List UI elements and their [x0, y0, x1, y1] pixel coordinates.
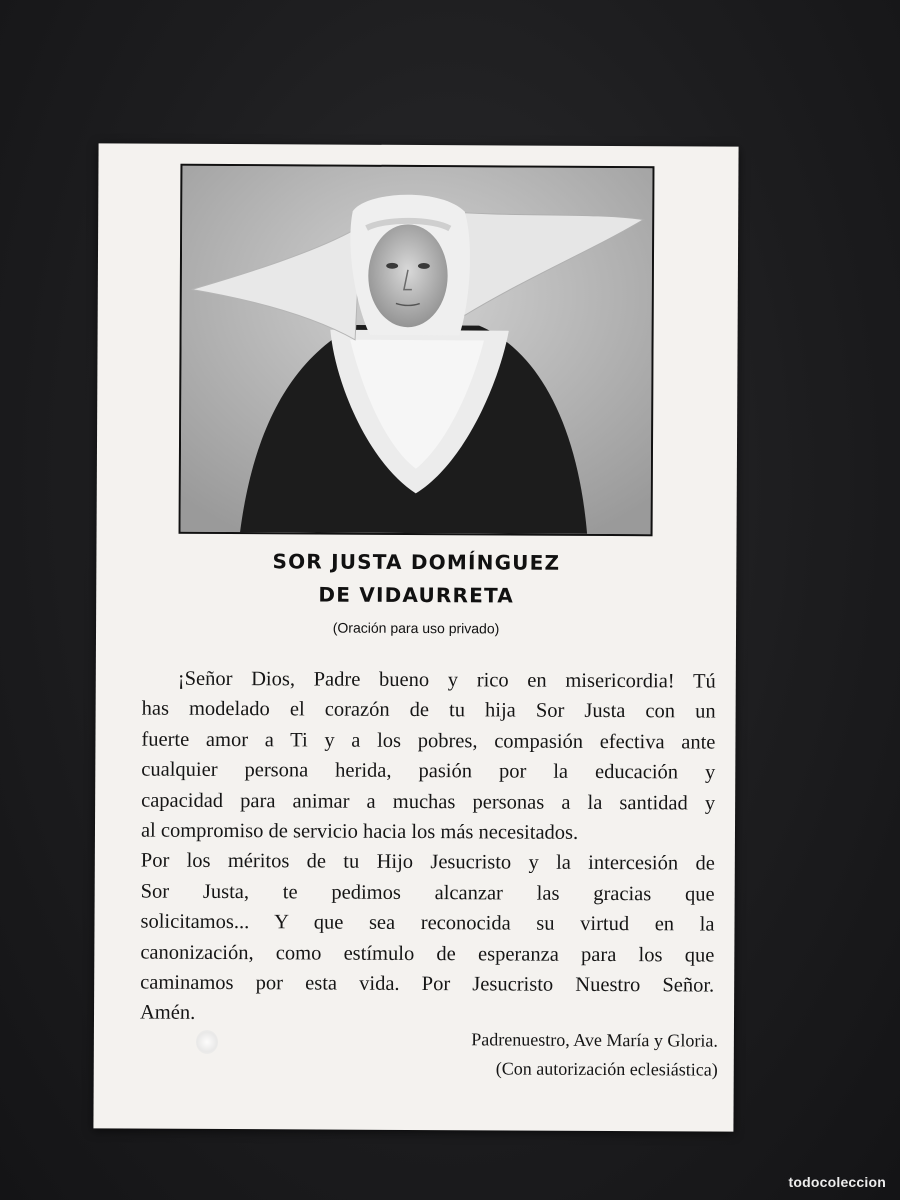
closing-prayers: Padrenuestro, Ave María y Gloria.	[471, 1029, 718, 1051]
card-scuff-mark	[196, 1030, 218, 1054]
prayer-line: cualquier persona herida, pasión por la educación y	[141, 758, 716, 784]
subtitle: (Oración para uso privado)	[332, 619, 500, 637]
title-line-2: DE VIDAURRETA	[318, 582, 515, 608]
prayer-line: Por los méritos de tu Hijo Jesucristo y la intercesión de	[140, 849, 715, 875]
title-line-1: SOR JUSTA DOMÍNGUEZ	[272, 549, 561, 575]
prayer-line: fuerte amor a Ti y a los pobres, compasión efectiva ante	[141, 728, 716, 754]
prayer-line: has modelado el corazón de tu hija Sor Justa con un	[141, 697, 716, 723]
prayer-line: Amén.	[139, 1001, 196, 1025]
prayer-line: al compromiso de servicio hacia los más necesitados.	[140, 819, 579, 844]
ecclesiastical-authorization: (Con autorización eclesiástica)	[495, 1058, 718, 1080]
prayer-card	[93, 143, 738, 1131]
prayer-line: solicitamos... Y que sea reconocida su virtud en la	[140, 910, 715, 936]
nun-portrait-image	[181, 166, 653, 534]
prayer-text	[140, 664, 716, 1032]
prayer-line: ¡Señor Dios, Padre bueno y rico en misericordia! Tú	[177, 667, 716, 693]
prayer-line: caminamos por esta vida. Por Jesucristo Nuestro Señor.	[140, 971, 715, 997]
watermark-logo: todocoleccion	[788, 1174, 886, 1190]
prayer-line: capacidad para animar a muchas personas a la santidad y	[141, 789, 716, 815]
nun-portrait-photo	[179, 164, 655, 536]
prayer-line: Sor Justa, te pedimos alcanzar las gracias que	[140, 880, 715, 906]
prayer-line: canonización, como estímulo de esperanza para los que	[140, 941, 715, 967]
